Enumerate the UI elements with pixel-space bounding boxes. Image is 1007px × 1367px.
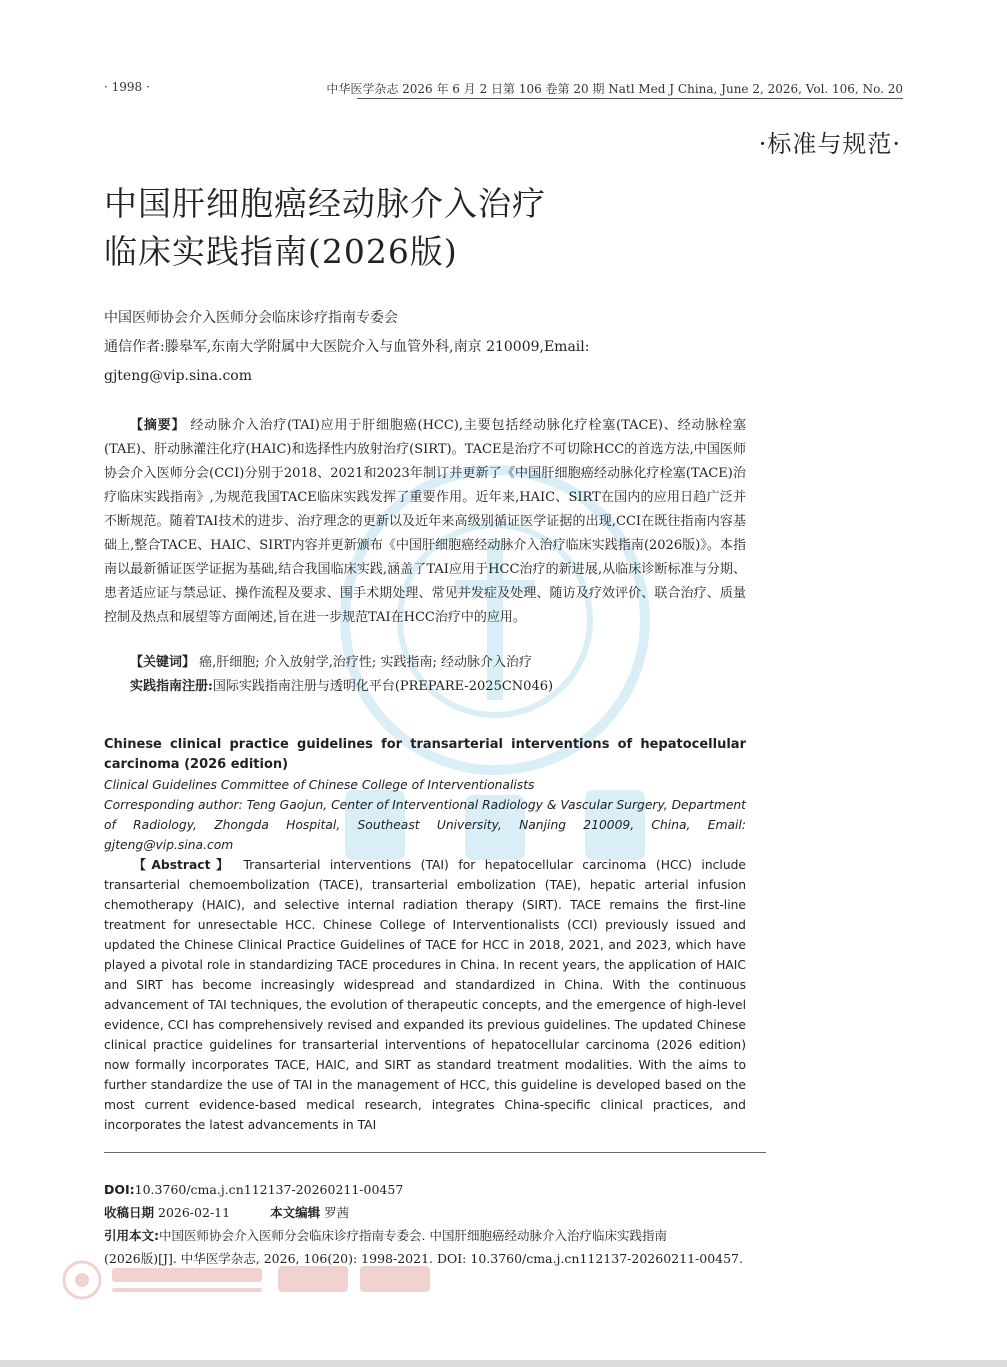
footnote-rule [104, 1152, 766, 1153]
editor-name: 罗茜 [324, 1205, 350, 1220]
doi-value[interactable]: 10.3760/cma.j.cn112137-20260211-00457 [134, 1182, 404, 1197]
corresponding-author: 通信作者:滕皋军,东南大学附属中大医院介入与血管外科,南京 210009,Email: [104, 339, 590, 355]
keywords-text: 癌,肝细胞; 介入放射学,治疗性; 实践指南; 经动脉介入治疗 [199, 655, 532, 670]
chinese-abstract-text: 经动脉介入治疗(TAI)应用于肝细胞癌(HCC),主要包括经动脉化疗栓塞(TACE)、经动脉栓塞(TAE)、肝动脉灌注化疗(HAIC)和选择性内放射治疗(SIRT)。TACE是治疗不可切除HCC的首选方法,中国医师协会介入医师分会(CCI)分别于2018、2021和2023年制订并更新了《中国肝细胞癌经动脉化疗栓塞(TACE)治疗临床实践指南》,为规范我国TACE临床实践发挥了重要作用。近年来,HAIC、SIRT在国内的应用日趋广泛并不断规范。随着TAI技术的进步、治疗理念的更新以及近年来高级别循证医学证据的出现,CCI在既往指南内容基础上,整合TACE、HAIC、SIRT内容并更新颁布《中国肝细胞癌经动脉介入治疗临床实践指南(2026版)》。本指南以最新循证医学证据为基础,结合我国临床实践,涵盖了TAI应用于HCC治疗的新进展,从临床诊断标准与分期、患者适应证与禁忌证、操作流程及要求、围手术期处理、常见并发症及处理、随访及疗效评价、联合治疗、质量控制及热点和展望等方面阐述,旨在进一步规范TAI在HCC治疗中的应用。 [104, 418, 746, 625]
editor-label: 本文编辑 [270, 1205, 321, 1220]
english-abstract-label: 【Abstract】 [133, 858, 234, 872]
title-line-2: 临床实践指南(2026版) [104, 232, 458, 271]
english-abstract [104, 855, 746, 1135]
citation-line-1 [104, 1224, 774, 1247]
page-bottom-edge [0, 1360, 1007, 1367]
publisher-logo-icon [60, 1258, 460, 1302]
english-committee: Clinical Guidelines Committee of Chinese College of Interventionalists [104, 778, 535, 792]
page-number: · 1998 · [104, 80, 150, 94]
footnotes [104, 1178, 774, 1270]
guideline-registration [130, 675, 750, 699]
citation-text-1: 中国医师协会介入医师分会临床诊疗指南专委会. 中国肝细胞癌经动脉介入治疗临床实践指南 [159, 1228, 667, 1243]
citation-label: 引用本文: [104, 1228, 159, 1243]
corresponding-email: gjteng@vip.sina.com [104, 368, 253, 384]
doi-label: DOI: [104, 1182, 135, 1197]
citation-line-2: (2026版)[J]. 中华医学杂志, 2026, 106(20): 1998-2021. DOI: 10.3760/cma.j.cn112137-20260211-00457. [104, 1251, 743, 1266]
received-label: 收稿日期 [104, 1205, 155, 1220]
author-committee: 中国医师协会介入医师分会临床诊疗指南专委会 [104, 310, 398, 326]
english-abstract-text: Transarterial interventions (TAI) for hepatocellular carcinoma (HCC) include transarterial chemoembolization (TACE), transarterial embolization (TAE), hepatic arterial infusion chemotherapy (HAIC), and selective internal radiation therapy (SIRT). TACE remains the first-line treatment for unresectable HCC. Chinese College of Interventionalists (CCI) previously issued and updated the Chinese Clinical Practice Guidelines of TACE for HCC in 2018, 2021, and 2023, which have played a pivotal role in standardizing TACE procedures in China. In recent years, the application of HAIC and SIRT has become increasingly widespread and standardized in China. With the continuous advancement of TAI techniques, the evolution of therapeutic concepts, and the emergence of high-level evidence, CCI has comprehensively revised and expanded its previous guidelines. The updated Chinese clinical practice guidelines for transarterial interventions of hepatocellular carcinoma (2026 edition) now formally incorporates TACE, HAIC, and SIRT as standard treatment modalities. With the aims to further standardize the use of TAI in the management of HCC, this guideline is developed based on the most current evidence-based medical research, integrates China-specific clinical practices, and incorporates the latest advancements in TAI [104, 858, 746, 1132]
received-date: 2026-02-11 [158, 1205, 231, 1220]
doi-line [104, 1178, 774, 1201]
header-rule [357, 98, 903, 99]
article-title [104, 180, 704, 276]
abstract-label: 【摘要】 [130, 418, 186, 433]
journal-running-header: 中华医学杂志 2026 年 6 月 2 日第 106 卷第 20 期 Natl Med J China, June 2, 2026, Vol. 106, No. 20 [326, 82, 903, 96]
keywords-label: 【关键词】 [130, 655, 196, 670]
english-abstract-block [104, 735, 746, 1135]
title-line-1: 中国肝细胞癌经动脉介入治疗 [104, 184, 546, 223]
author-block [104, 304, 754, 391]
received-line [104, 1201, 774, 1224]
chinese-abstract [104, 414, 746, 630]
english-corresponding-author: Corresponding author: Teng Gaojun, Center of Interventional Radiology & Vascular Surgery, Department of Radiology, Zhongda Hospital, Southeast University, Nanjing 210009, China, Email: gjteng@vip.sina.com [104, 798, 746, 852]
chinese-keywords [130, 651, 750, 675]
registration-text: 国际实践指南注册与透明化平台(PREPARE-2025CN046) [212, 679, 554, 694]
column-label: ·标准与规范· [758, 130, 901, 158]
registration-label: 实践指南注册: [130, 679, 213, 694]
english-title: Chinese clinical practice guidelines for transarterial interventions of hepatocellular carcinoma (2026 edition) [104, 737, 746, 772]
